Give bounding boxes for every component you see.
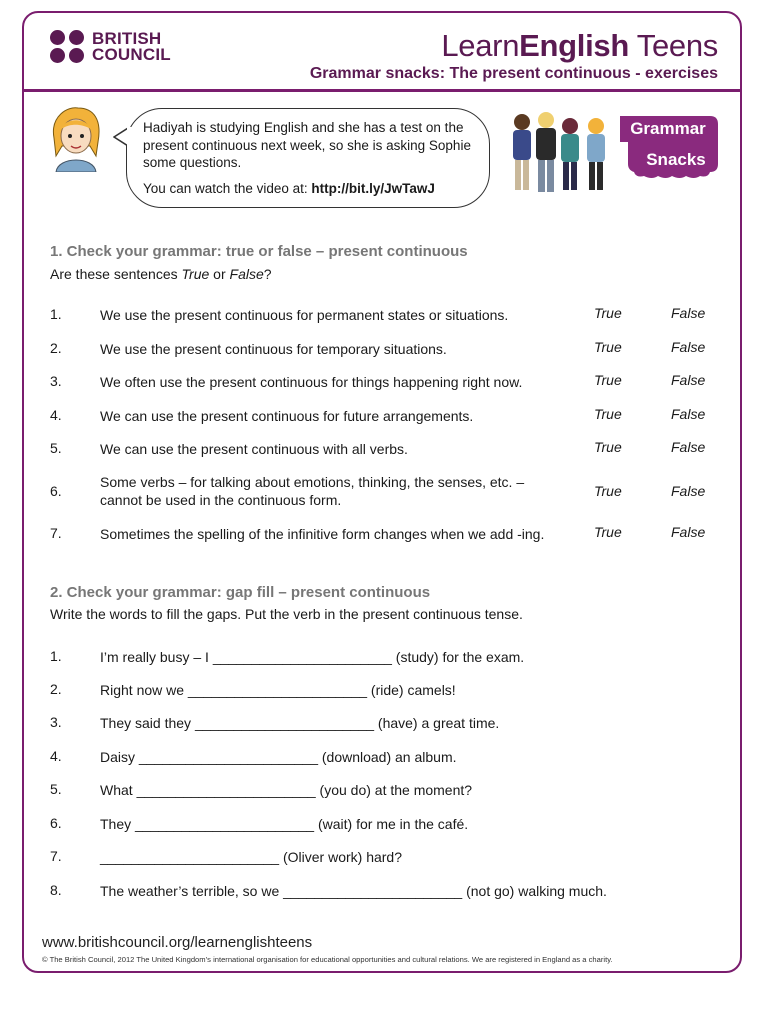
section-2-title: 2. Check your grammar: gap fill – present continuous <box>50 584 431 601</box>
document-title: Grammar snacks: The present continuous - exercises <box>309 65 718 82</box>
question-number: 1. <box>50 648 62 664</box>
true-option[interactable]: True <box>594 524 622 540</box>
false-option[interactable]: False <box>671 406 706 422</box>
british-council-logo <box>50 30 171 63</box>
question-text: We use the present continuous for permanent states or situations. <box>100 307 509 323</box>
video-link[interactable]: http://bit.ly/JwTawJ <box>311 180 435 196</box>
question-number: 7. <box>50 848 62 864</box>
logo-english: English <box>519 28 630 63</box>
speech-bubble-tail-icon <box>113 127 135 147</box>
true-option[interactable]: True <box>594 406 622 422</box>
question-number: 6. <box>50 483 62 499</box>
true-option[interactable]: True <box>594 372 622 388</box>
false-option[interactable]: False <box>671 524 706 540</box>
question-number: 7. <box>50 525 62 541</box>
logo-learn: Learn <box>441 28 520 63</box>
gap-fill-sentence[interactable]: _______________________ (Oliver work) hard? <box>100 849 402 865</box>
learnenglish-teens-logo <box>441 28 718 64</box>
question-text: Some verbs – for talking about emotions, thinking, the senses, etc. – cannot be used in the continuous form. <box>100 474 525 508</box>
intro-text: Hadiyah is studying English and she has a test on the present continuous next week, so she is asking Sophie some questions. <box>143 120 471 170</box>
question-number: 5. <box>50 781 62 797</box>
question-text: Sometimes the spelling of the infinitive form changes when we add -ing. <box>100 526 545 542</box>
true-option[interactable]: True <box>594 339 622 355</box>
false-option[interactable]: False <box>671 483 706 499</box>
instructions-false: False <box>229 266 264 282</box>
watch-text: You can watch the video at: <box>143 180 312 196</box>
question-text: We can use the present continuous for future arrangements. <box>100 408 474 424</box>
instructions-or: or <box>209 266 230 282</box>
logo-teens: Teens <box>629 28 718 63</box>
speech-bubble <box>126 108 490 208</box>
teens-group-icon <box>508 108 616 196</box>
true-option[interactable]: True <box>594 305 622 321</box>
gap-fill-sentence[interactable]: They said they _______________________ (have) a great time. <box>100 715 500 731</box>
question-text: We often use the present continuous for things happening right now. <box>100 374 523 390</box>
question-text: We use the present continuous for temporary situations. <box>100 341 447 357</box>
question-number: 2. <box>50 340 62 356</box>
watch-video-line <box>143 180 475 198</box>
question-number: 5. <box>50 440 62 456</box>
sophie-avatar-icon <box>46 106 106 172</box>
instructions-post: ? <box>263 266 272 282</box>
false-option[interactable]: False <box>671 339 706 355</box>
british-council-wordmark <box>92 28 171 64</box>
instructions-pre: Are these sentences <box>50 266 182 282</box>
section-2-instructions: Write the words to fill the gaps. Put the verb in the present continuous tense. <box>50 606 523 622</box>
false-option[interactable]: False <box>671 305 706 321</box>
brand-line-2: COUNCIL <box>92 44 171 64</box>
brand-line-1: BRITISH <box>92 28 162 48</box>
question-number: 1. <box>50 306 62 322</box>
instructions-true: True <box>181 266 210 282</box>
question-number: 6. <box>50 815 62 831</box>
header-divider <box>22 89 742 92</box>
gap-fill-sentence[interactable]: What _______________________ (you do) at the moment? <box>100 782 473 798</box>
true-option[interactable]: True <box>594 483 622 499</box>
gap-fill-sentence[interactable]: They _______________________ (wait) for me in the café. <box>100 816 469 832</box>
british-council-dots-icon <box>50 30 85 63</box>
footer-url[interactable]: www.britishcouncil.org/learnenglishteens <box>42 934 313 951</box>
gap-fill-sentence[interactable]: Right now we _______________________ (ride) camels! <box>100 682 456 698</box>
section-1-instructions <box>50 266 272 282</box>
gap-fill-sentence[interactable]: Daisy _______________________ (download) an album. <box>100 749 457 765</box>
question-number: 4. <box>50 407 62 423</box>
question-number: 2. <box>50 681 62 697</box>
section-1-title: 1. Check your grammar: true or false – present continuous <box>50 243 468 260</box>
question-number: 3. <box>50 714 62 730</box>
gap-fill-sentence[interactable]: The weather’s terrible, so we _______________________ (not go) walking much. <box>100 883 607 899</box>
false-option[interactable]: False <box>671 439 706 455</box>
question-number: 4. <box>50 748 62 764</box>
grammar-snacks-badge-line-1: Grammar <box>630 119 706 138</box>
gap-fill-sentence[interactable]: I’m really busy – I _______________________ (study) for the exam. <box>100 649 525 665</box>
question-number: 8. <box>50 882 62 898</box>
footer-legal-text: © The British Council, 2012 The United Kingdom’s international organisation for educational opportunities and cultural relations. We are registered in England as a charity. <box>42 955 613 964</box>
question-text: We can use the present continuous with all verbs. <box>100 441 408 457</box>
grammar-snacks-badge-line-2: Snacks <box>646 150 706 169</box>
question-number: 3. <box>50 373 62 389</box>
true-option[interactable]: True <box>594 439 622 455</box>
false-option[interactable]: False <box>671 372 706 388</box>
